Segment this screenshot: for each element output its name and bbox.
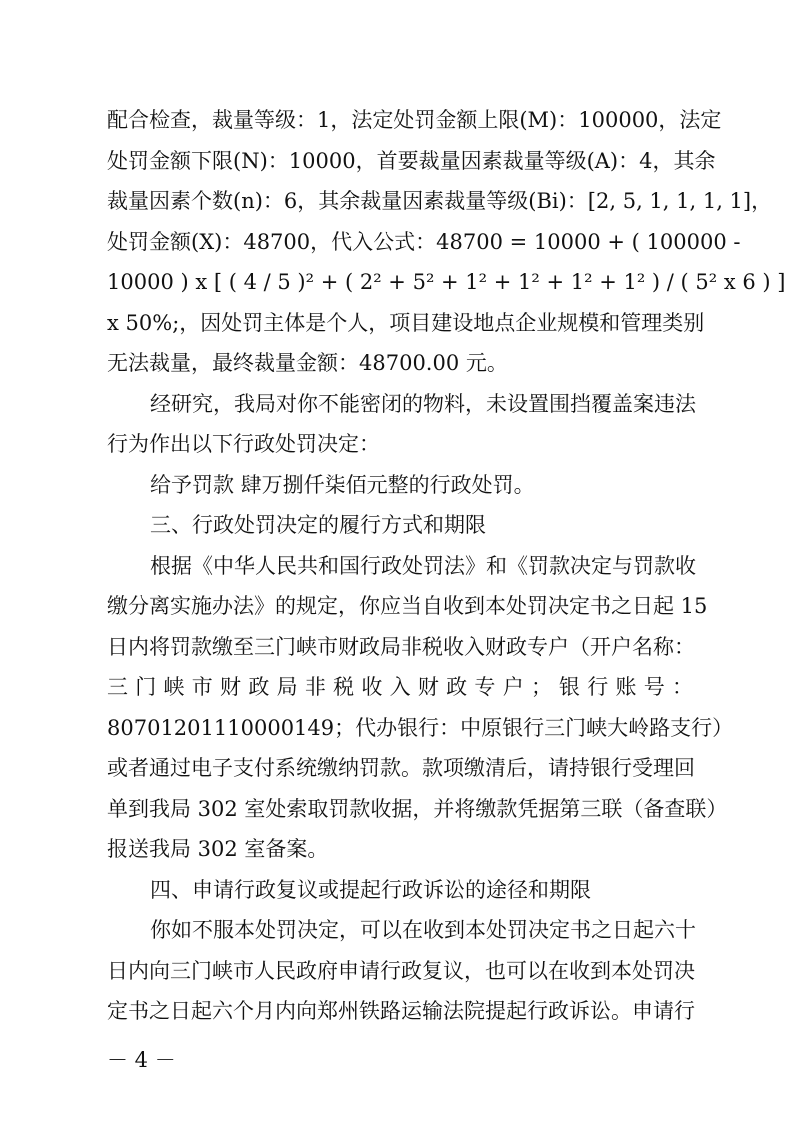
text-line: 经研究，我局对你不能密闭的物料，未设置围挡覆盖案违法	[150, 392, 696, 416]
text-line: 或者通过电子支付系统缴纳罚款。款项缴清后，请持银行受理回	[107, 756, 695, 780]
section-heading: 四、申请行政复议或提起行政诉讼的途径和期限	[150, 878, 591, 902]
text-line: 根据《中华人民共和国行政处罚法》和《罚款决定与罚款收	[150, 554, 696, 578]
text-line: 裁量因素个数(n)：6，其余裁量因素裁量等级(Bi)：[2, 5, 1, 1, 1, 1]，	[107, 189, 773, 213]
text-line: 定书之日起六个月内向郑州铁路运输法院提起行政诉讼。申请行	[107, 999, 695, 1023]
page-number: － 4 －	[107, 1048, 176, 1072]
text-line: 处罚金额下限(N)：10000，首要裁量因素裁量等级(A)：4，其余	[107, 149, 716, 173]
text-line: 报送我局 302 室备案。	[107, 837, 329, 861]
text-line: 日内向三门峡市人民政府申请行政复议，也可以在收到本处罚决	[107, 959, 695, 983]
text-line: 日内将罚款缴至三门峡市财政局非税收入财政专户（开户名称：	[107, 635, 695, 659]
text-line: 行为作出以下行政处罚决定：	[107, 432, 380, 456]
text-line: 无法裁量，最终裁量金额：48700.00 元。	[107, 351, 508, 375]
text-line: 你如不服本处罚决定，可以在收到本处罚决定书之日起六十	[150, 918, 696, 942]
formula-line: 10000 ) x [ ( 4 / 5 )² + ( 2² + 5² + 1² + 1² + 1² + 1² ) / ( 5² x 6 ) ]	[107, 270, 786, 294]
text-line: 配合检查，裁量等级：1，法定处罚金额上限(M)：100000，法定	[107, 108, 722, 132]
penalty-decision-line: 给予罚款 肆万捌仟柒佰元整的行政处罚。	[150, 473, 535, 497]
section-heading: 三、行政处罚决定的履行方式和期限	[150, 513, 486, 537]
bank-account-line: 80701201110000149；代办银行：中原银行三门峡大岭路支行）	[107, 716, 734, 740]
text-line: 缴分离实施办法》的规定，你应当自收到本处罚决定书之日起 15	[107, 594, 708, 618]
text-line: x 50%;，因处罚主体是个人，项目建设地点企业规模和管理类别	[107, 311, 705, 335]
text-line: 三 门 峡 市 财 政 局 非 税 收 入 财 政 专 户 ； 银 行 账 号 ：	[107, 675, 693, 699]
text-line: 处罚金额(X)：48700，代入公式：48700 = 10000 + ( 100000 -	[107, 230, 741, 254]
text-line: 单到我局 302 室处索取罚款收据，并将缴款凭据第三联（备查联）	[107, 797, 728, 821]
